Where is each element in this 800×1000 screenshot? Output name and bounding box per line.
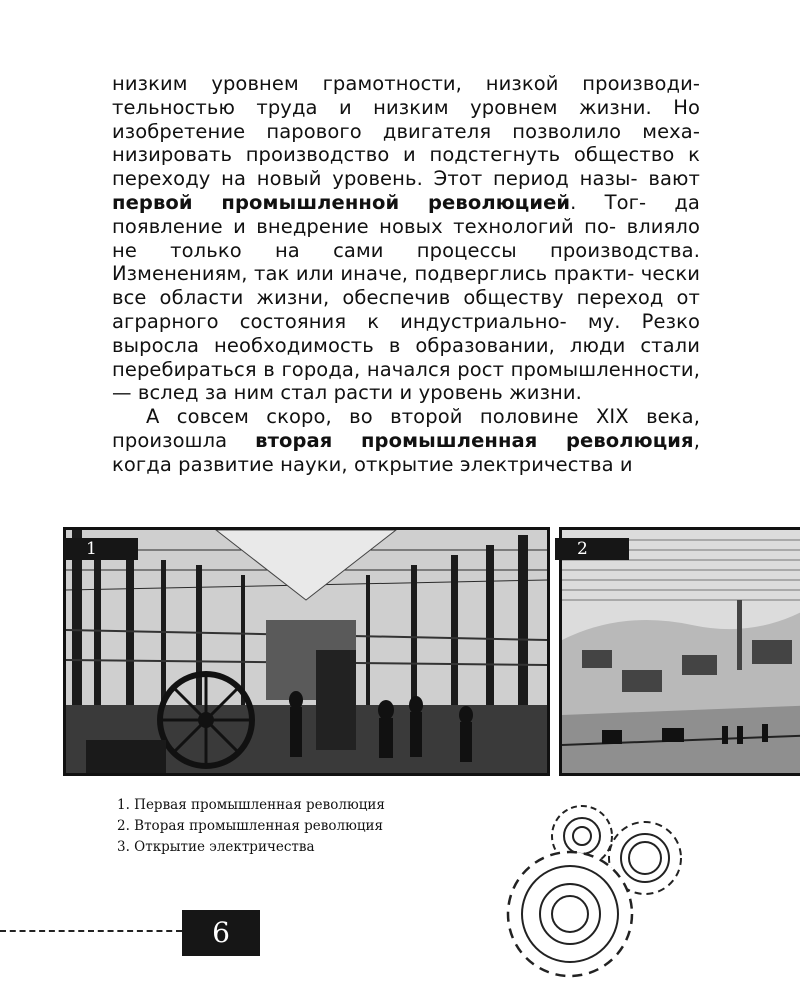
- body-text: [112, 72, 700, 477]
- caption-item: 1. Первая промышленная революция: [117, 797, 385, 813]
- term-first-industrial-revolution: первой промышленной революцией: [112, 190, 571, 214]
- gears-icon: [500, 796, 720, 996]
- page-number: 6: [182, 910, 260, 956]
- figure-captions: [117, 795, 385, 858]
- dashed-divider: [0, 930, 182, 932]
- industrial-landscape-image: [559, 527, 800, 776]
- term-second-industrial-revolution: вторая промышленная революция: [255, 428, 694, 452]
- factory-engraving-image: [63, 527, 550, 776]
- paragraph-2: А совсем скоро, во второй половине XIX века, произошла вторая промышленная революция, когда развитие науки, открытие электричества и: [112, 405, 700, 476]
- figure-2-badge: 2: [555, 538, 629, 560]
- caption-item: 3. Открытие электричества: [117, 839, 315, 855]
- caption-item: 2. Вторая промышленная революция: [117, 818, 384, 834]
- figure-1-badge: 1: [64, 538, 138, 560]
- paragraph-1: низким уровнем грамотности, низкой производи- тельностью труда и низким уровнем жизни. Но изобретение парового двигателя позволило меха- низировать производство и подстегнуть общество к переходу на новый уровень. Этот период назы- вают первой промышленной революцией. Тог- да появление и внедрение новых технологий по- влияло не только на сами процессы производства. Изменениям, так или иначе, подверглись практи- чески все области жизни, обеспечив обществу переход от аграрного состояния к индустриально- му. Резко выросла необходимость в образовании, люди стали перебираться в города, начался рост промышленности, — вслед за ним стал расти и уровень жизни.: [112, 72, 700, 405]
